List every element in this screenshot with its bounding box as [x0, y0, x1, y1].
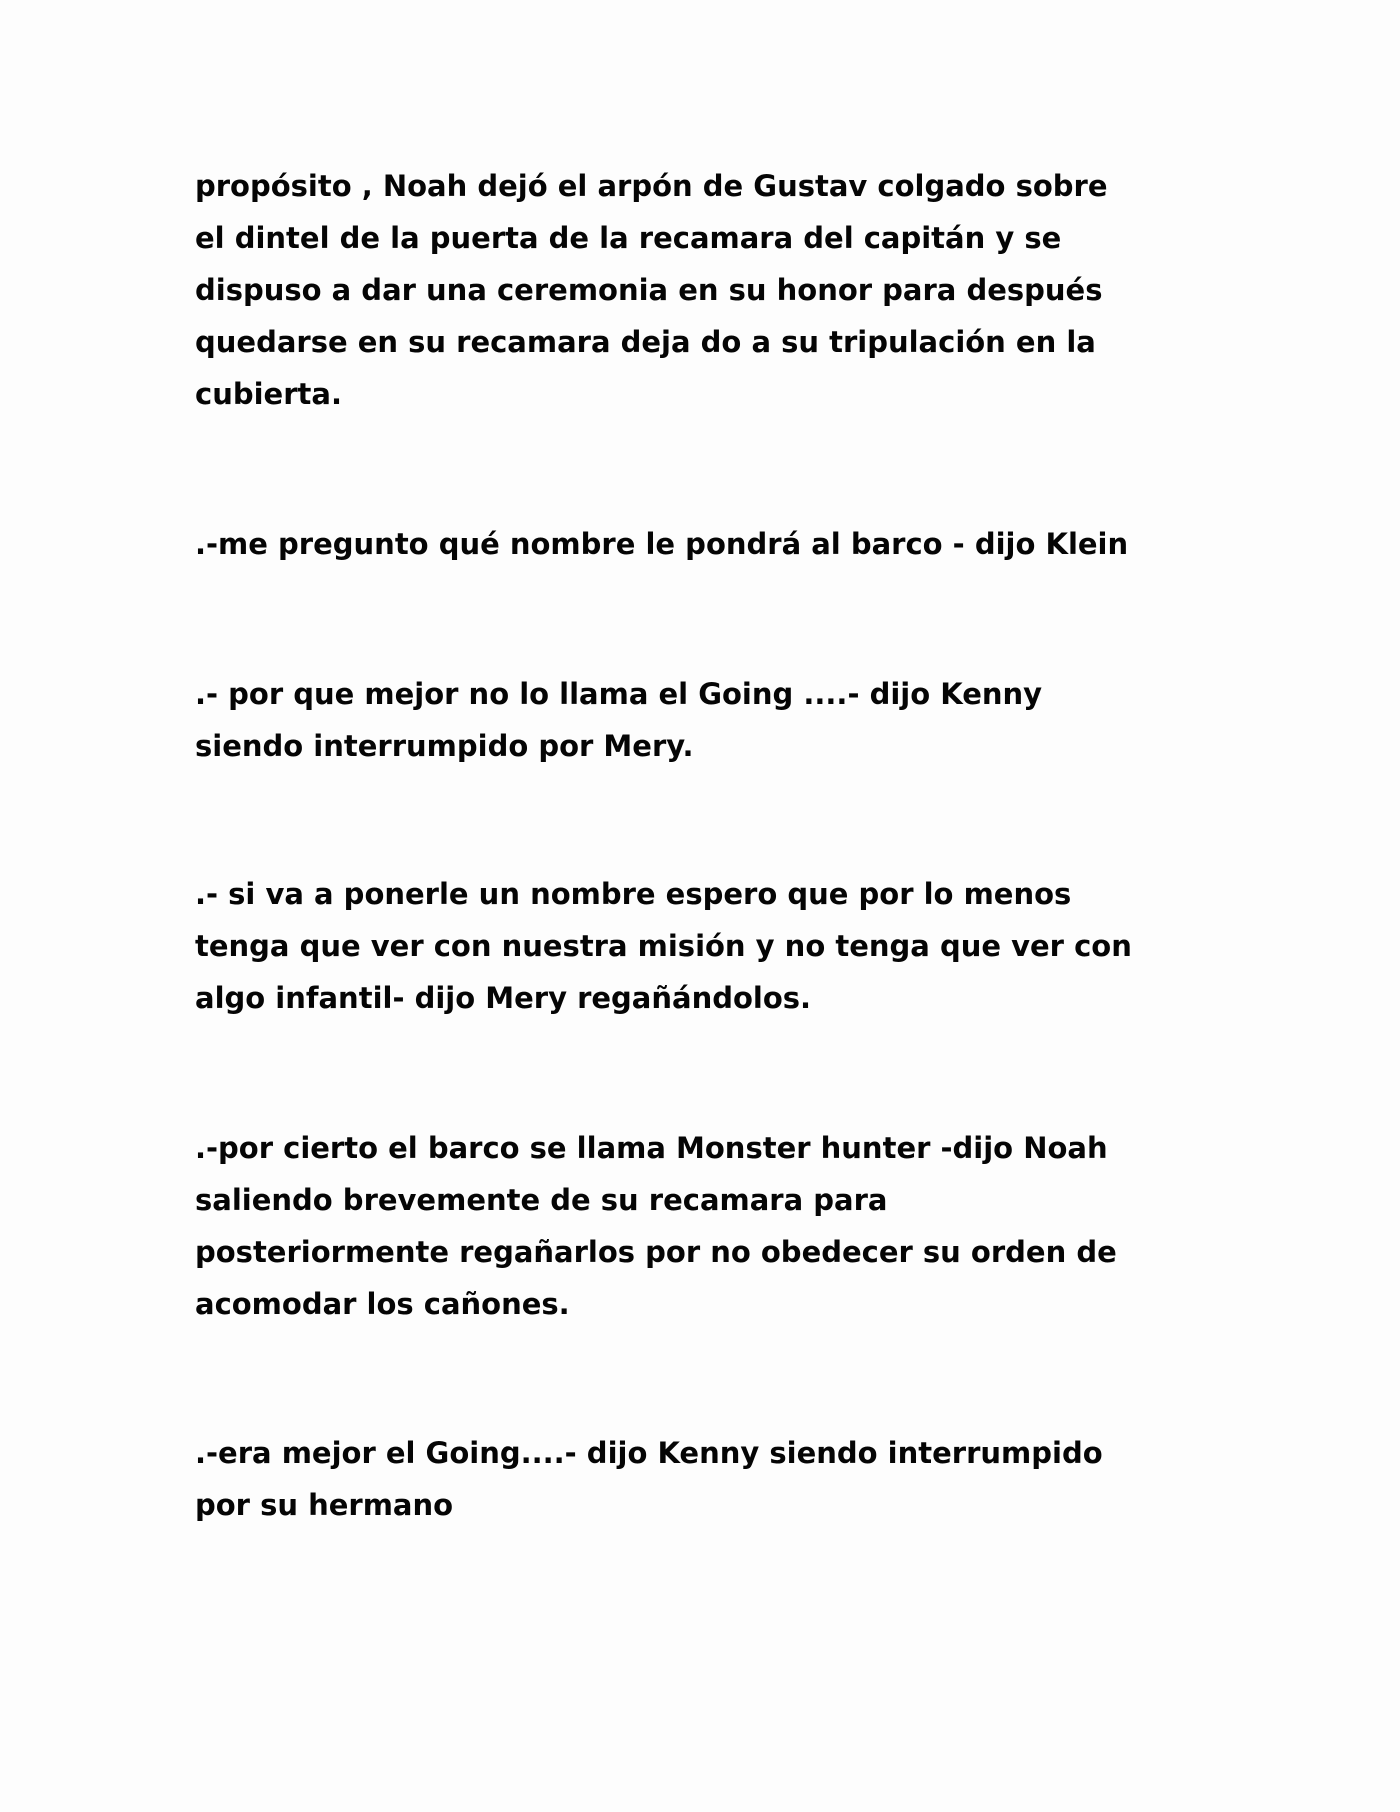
paragraph-6-line-1: .-era mejor el Going....- dijo Kenny siendo interrumpido — [195, 1436, 1103, 1470]
paragraph-4-line-1: .- si va a ponerle un nombre espero que por lo menos — [195, 877, 1072, 911]
paragraph-1-line-3: dispuso a dar una ceremonia en su honor para después — [195, 273, 1103, 307]
paragraph-1-line-1: propósito , Noah dejó el arpón de Gustav colgado sobre — [195, 169, 1108, 203]
paragraph-3-line-1: .- por que mejor no lo llama el Going ....- dijo Kenny — [195, 677, 1043, 711]
paragraph-6 — [195, 1427, 1205, 1531]
paragraph-1-line-5: cubierta. — [195, 377, 342, 411]
paragraph-2-line-1: .-me pregunto qué nombre le pondrá al barco - dijo Klein — [195, 527, 1129, 561]
paragraph-3 — [195, 668, 1205, 772]
paragraph-5 — [195, 1122, 1205, 1330]
paragraph-5-line-2: saliendo brevemente de su recamara para — [195, 1183, 888, 1217]
paragraph-4-line-2: tenga que ver con nuestra misión y no tenga que ver con — [195, 929, 1132, 963]
paragraph-4 — [195, 868, 1205, 1024]
paragraph-3-line-2: siendo interrumpido por Mery. — [195, 729, 694, 763]
paragraph-2 — [195, 518, 1205, 570]
paragraph-1 — [195, 160, 1205, 420]
paragraph-5-line-3: posteriormente regañarlos por no obedecer su orden de — [195, 1235, 1117, 1269]
paragraph-5-line-1: .-por cierto el barco se llama Monster hunter -dijo Noah — [195, 1131, 1108, 1165]
paragraph-5-line-4: acomodar los cañones. — [195, 1287, 570, 1321]
paragraph-1-line-2: el dintel de la puerta de la recamara del capitán y se — [195, 221, 1062, 255]
paragraph-4-line-3: algo infantil- dijo Mery regañándolos. — [195, 981, 812, 1015]
paragraph-6-line-2: por su hermano — [195, 1488, 454, 1522]
paragraph-1-line-4: quedarse en su recamara deja do a su tripulación en la — [195, 325, 1096, 359]
